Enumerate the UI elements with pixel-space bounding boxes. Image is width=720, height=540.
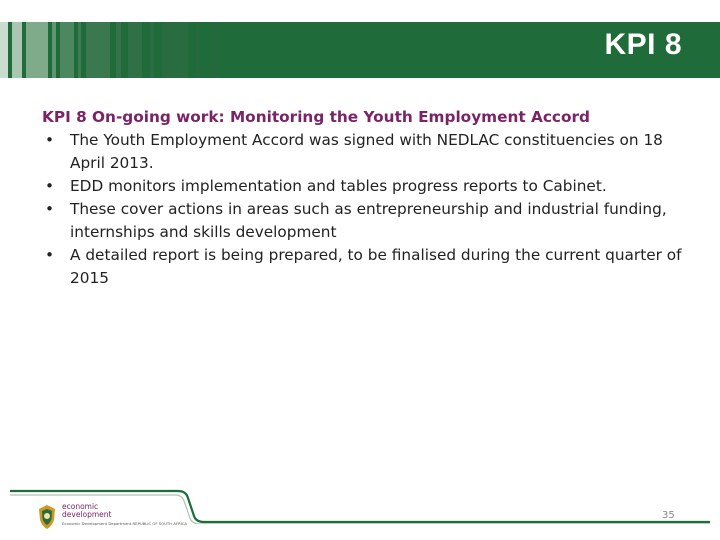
banner-stripe <box>212 22 218 78</box>
bullet-item <box>42 244 692 290</box>
bullet-text: The Youth Employment Accord was signed with NEDLAC constituencies on 18 April 2013. <box>70 131 663 172</box>
banner-stripe <box>26 22 48 78</box>
slide-heading: KPI 8 On-going work: Monitoring the Youth Employment Accord <box>42 108 590 126</box>
banner-stripe <box>162 22 188 78</box>
slide-content <box>42 106 692 290</box>
logo-text-line2: development <box>62 510 112 519</box>
logo-text-line3: Economic Development Department REPUBLIC OF SOUTH AFRICA <box>62 521 188 526</box>
banner-stripe <box>78 22 81 78</box>
coat-of-arms-icon <box>36 504 58 530</box>
edd-logo <box>36 500 188 534</box>
bullet-dot: • <box>45 131 55 149</box>
logo-text-line1: economic <box>62 502 99 511</box>
bullet-item <box>42 198 692 244</box>
banner-stripe <box>12 22 22 78</box>
bullet-dot: • <box>45 200 55 218</box>
banner-stripe <box>52 22 56 78</box>
banner-stripe <box>86 22 110 78</box>
banner-stripe <box>128 22 142 78</box>
bullet-list <box>42 129 692 290</box>
banner-stripe <box>0 22 8 78</box>
header-banner <box>0 22 720 78</box>
bullet-dot: • <box>45 177 55 195</box>
bullet-dot: • <box>45 246 55 264</box>
bullet-text: EDD monitors implementation and tables progress reports to Cabinet. <box>70 177 607 195</box>
banner-stripe <box>196 22 199 78</box>
bullet-text: A detailed report is being prepared, to be finalised during the current quarter of 2015 <box>70 246 682 287</box>
bullet-item <box>42 175 692 198</box>
bullet-item <box>42 129 692 175</box>
slide-title: KPI 8 <box>604 28 682 61</box>
bullet-text: These cover actions in areas such as entrepreneurship and industrial funding, internships and skills development <box>70 200 667 241</box>
banner-stripe <box>116 22 121 78</box>
banner-stripe <box>60 22 74 78</box>
banner-stripe <box>150 22 154 78</box>
page-number: 35 <box>662 510 675 521</box>
